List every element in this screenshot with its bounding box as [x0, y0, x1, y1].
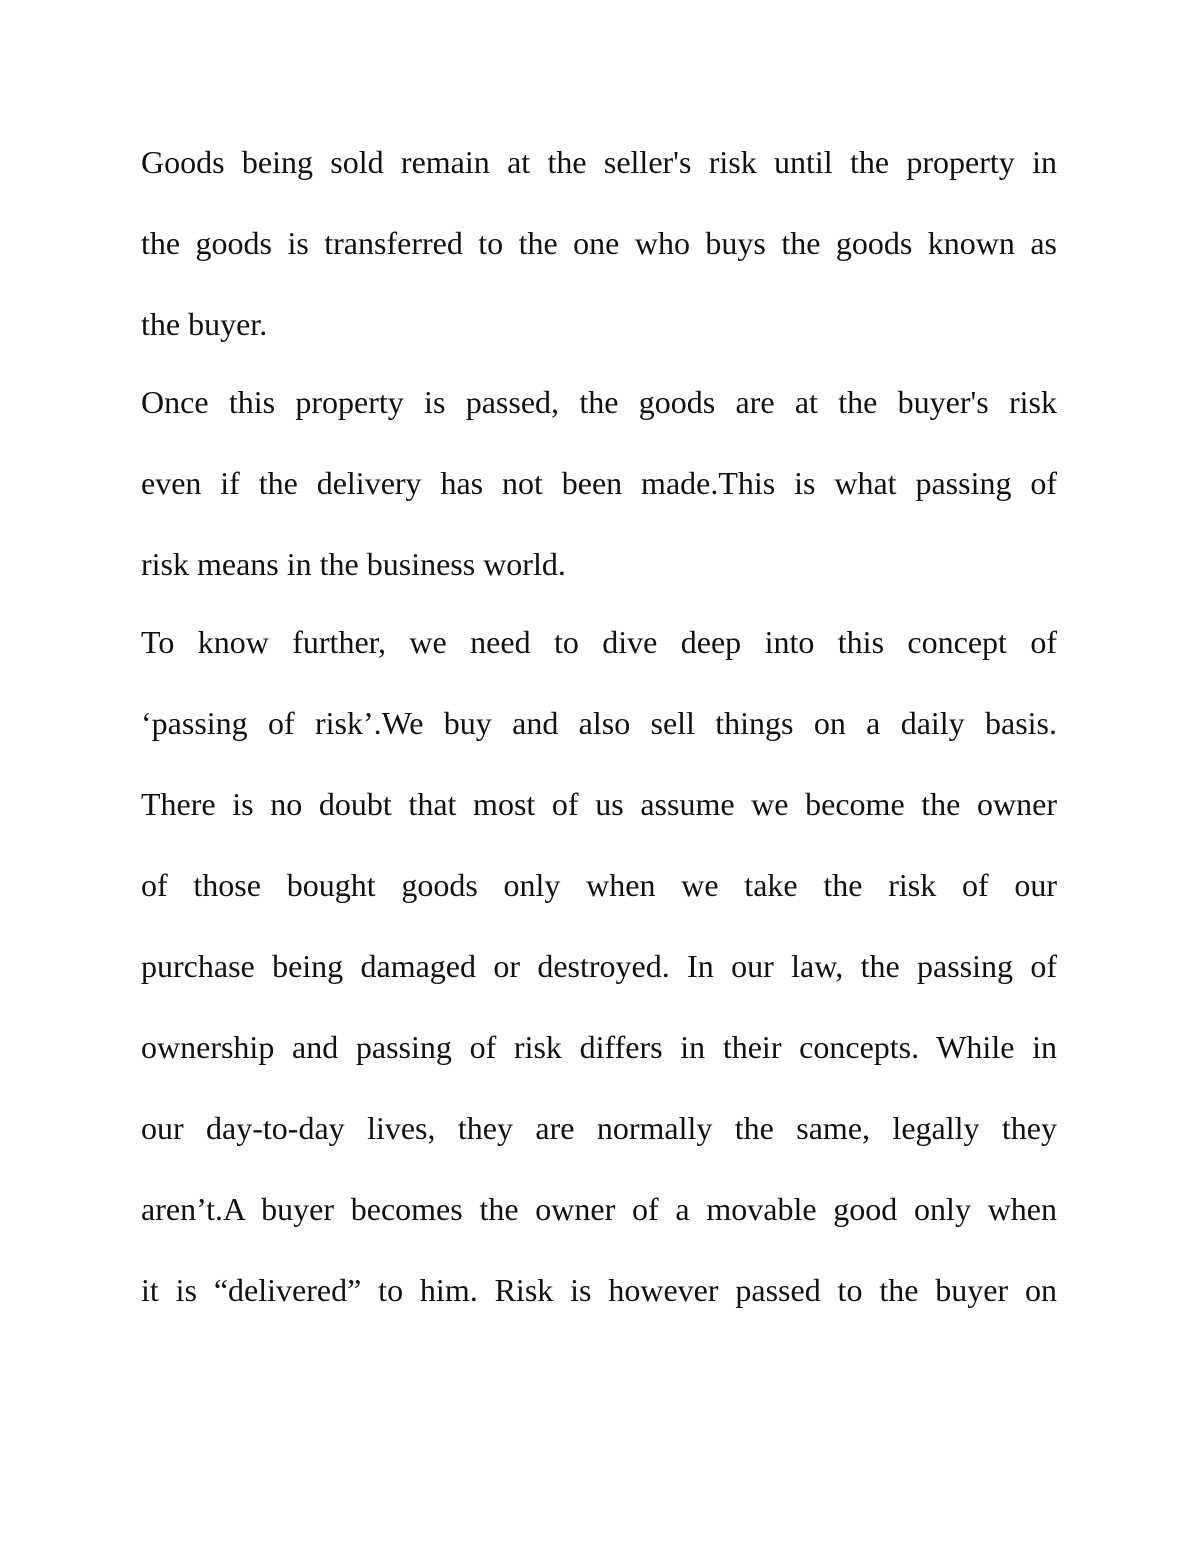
text-line: risk means in the business world. — [141, 546, 566, 582]
text-line: of those bought goods only when we take the risk of our — [141, 867, 1057, 903]
text-line: ‘passing of risk’.We buy and also sell things on a daily basis. — [141, 705, 1057, 741]
text-line: it is “delivered” to him. Risk is however passed to the buyer on — [141, 1272, 1057, 1308]
text-line: our day-to-day lives, they are normally the same, legally they — [141, 1110, 1057, 1146]
text-line: ownership and passing of risk differs in their concepts. While in — [141, 1029, 1057, 1065]
paragraph-1 — [141, 132, 1057, 354]
text-line: Once this property is passed, the goods are at the buyer's risk — [141, 384, 1057, 420]
text-line: purchase being damaged or destroyed. In our law, the passing of — [141, 948, 1057, 984]
text-line: There is no doubt that most of us assume we become the owner — [141, 786, 1057, 822]
text-line: the goods is transferred to the one who buys the goods known as — [141, 225, 1057, 261]
text-line: To know further, we need to dive deep into this concept of — [141, 624, 1057, 660]
text-line: even if the delivery has not been made.This is what passing of — [141, 465, 1057, 501]
text-line: aren’t.A buyer becomes the owner of a movable good only when — [141, 1191, 1057, 1227]
text-line: Goods being sold remain at the seller's risk until the property in — [141, 144, 1057, 180]
text-line: the buyer. — [141, 306, 268, 342]
paragraph-2 — [141, 372, 1057, 594]
document-body — [141, 132, 1057, 1338]
paragraph-3 — [141, 612, 1057, 1320]
